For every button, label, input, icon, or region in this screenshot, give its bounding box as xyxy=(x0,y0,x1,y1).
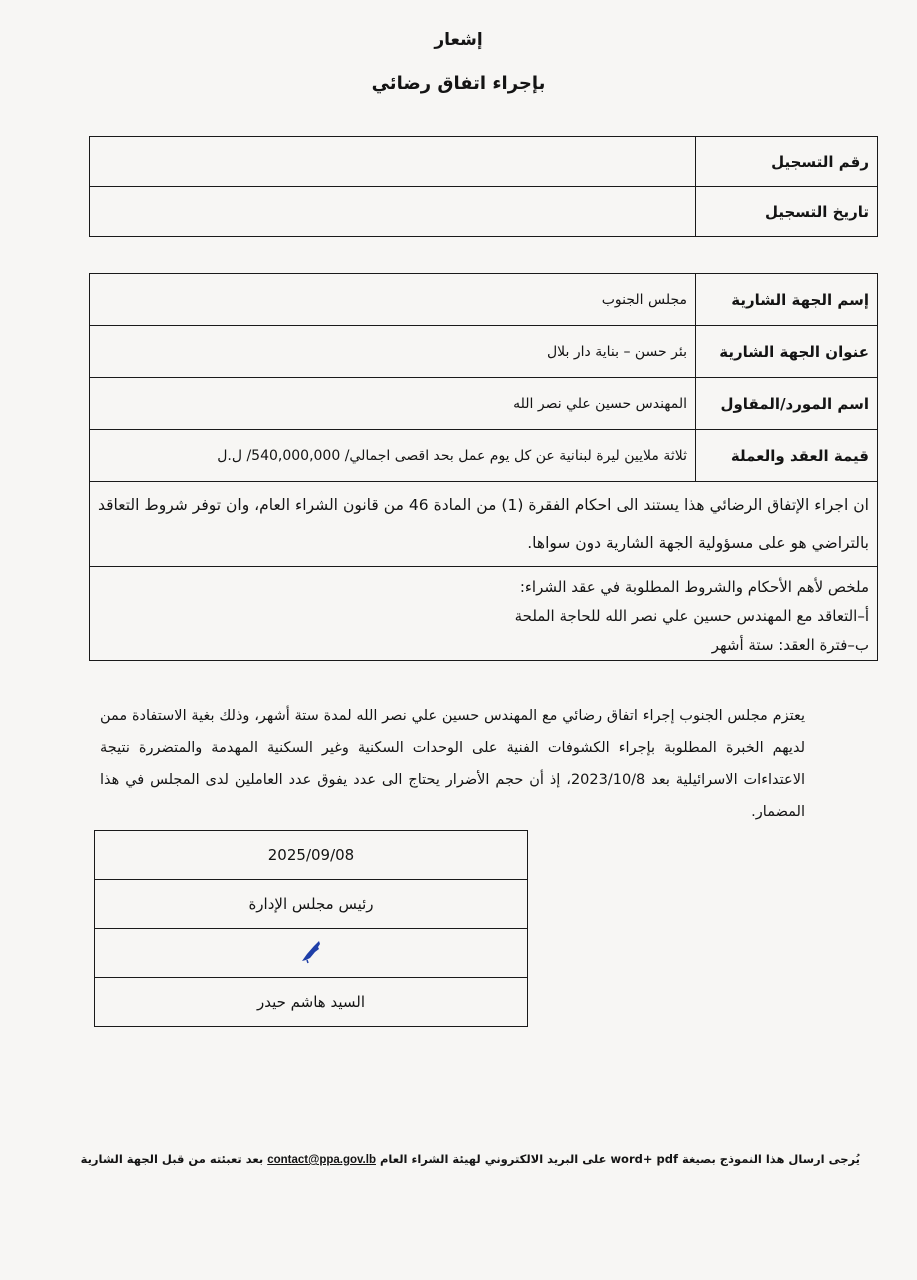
table-row xyxy=(90,274,878,326)
table-row xyxy=(90,326,878,378)
submission-note-text: يُرجى ارسال هذا النموذج بصيغة word+ pdf على البريد الالكتروني لهيئة الشراء العام xyxy=(375,1152,860,1166)
legal-basis-row xyxy=(90,482,878,567)
handwritten-signature-icon xyxy=(298,938,324,964)
justification-paragraph: يعتزم مجلس الجنوب إجراء اتفاق رضائي مع المهندس حسين علي نصر الله لمدة ستة أشهر، وذلك بغية الاستفادة ممن لديهم الخبرة المطلوبة بإجراء الكشوفات الفنية على الوحدات السكنية وغير السكنية المهدمة والمتضررة نتيجة الاعتداءات الاسرائيلية بعد 2023/10/8، إذ أن حجم الأضرار يحتاج الى عدد يفوق عدد العاملين لدى المجلس في هذا المضمار. xyxy=(100,708,805,820)
contract-value-value: ثلاثة ملايين ليرة لبنانية عن كل يوم عمل بحد اقصى اجمالي/ 540,000,000/ ل.ل xyxy=(90,430,696,482)
contractor-name-value: المهندس حسين علي نصر الله xyxy=(90,378,696,430)
buyer-address-value: بئر حسن – بناية دار بلال xyxy=(90,326,696,378)
registration-date-label: تاريخ التسجيل xyxy=(696,187,878,237)
submission-note xyxy=(80,1152,860,1166)
contractor-name-label: اسم المورد/المقاول xyxy=(696,378,878,430)
signatory-name: السيد هاشم حيدر xyxy=(95,978,528,1027)
registration-date-row xyxy=(90,187,878,237)
signature-date: 2025/09/08 xyxy=(95,831,528,880)
signatory-role: رئيس مجلس الإدارة xyxy=(95,880,528,929)
summary-cell xyxy=(90,567,878,661)
notice-subtitle: بإجراء اتفاق رضائي xyxy=(371,73,546,94)
buyer-address-label: عنوان الجهة الشارية xyxy=(696,326,878,378)
summary-row xyxy=(90,567,878,661)
table-row xyxy=(90,378,878,430)
buyer-name-value: مجلس الجنوب xyxy=(90,274,696,326)
signature-cell xyxy=(95,929,528,978)
submission-note-tail: بعد تعبئته من قبل الجهة الشارية xyxy=(80,1152,268,1166)
registration-date-field xyxy=(90,187,696,237)
registration-number-field xyxy=(90,137,696,187)
legal-basis-text: ان اجراء الإتفاق الرضائي هذا يستند الى احكام الفقرة (1) من المادة 46 من قانون الشراء العام، وان توفر شروط التعاقد بالتراضي هو على مسؤولية الجهة الشارية دون سواها. xyxy=(90,482,878,567)
registration-number-label: رقم التسجيل xyxy=(696,137,878,187)
registration-table xyxy=(89,136,878,237)
summary-item: ب–فترة العقد: ستة أشهر xyxy=(711,636,869,654)
contract-value-label: قيمة العقد والعملة xyxy=(696,430,878,482)
table-row xyxy=(90,430,878,482)
summary-item: أ–التعاقد مع المهندس حسين علي نصر الله للحاجة الملحة xyxy=(514,607,869,625)
signature-table xyxy=(94,830,528,1027)
summary-heading: ملخص لأهم الأحكام والشروط المطلوبة في عقد الشراء: xyxy=(519,578,869,596)
notice-title: إشعار xyxy=(434,30,483,50)
contact-email-link[interactable]: contact@ppa.gov.lb xyxy=(267,1154,376,1166)
registration-number-row xyxy=(90,137,878,187)
details-table xyxy=(89,273,878,661)
buyer-name-label: إسم الجهة الشارية xyxy=(696,274,878,326)
